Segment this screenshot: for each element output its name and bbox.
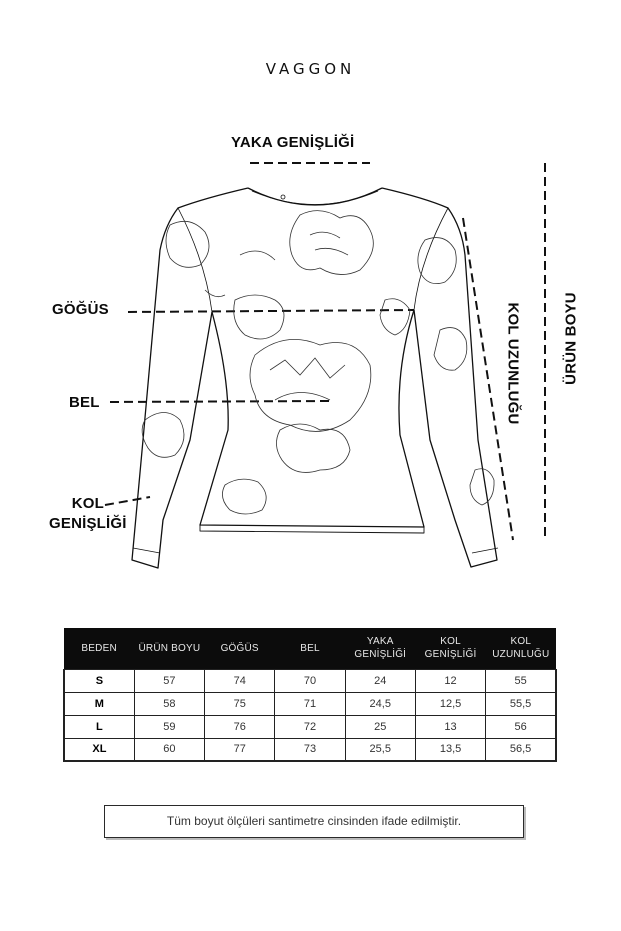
header-text-line2: UZUNLUĞU — [492, 649, 550, 661]
cell: 24,5 — [345, 692, 415, 715]
table-row — [64, 669, 556, 692]
units-note: Tüm boyut ölçüleri santimetre cinsinden ifade edilmiştir. — [104, 805, 524, 838]
bel-measure-line — [110, 401, 330, 402]
label-bel: BEL — [69, 394, 100, 411]
header-text: BEDEN — [81, 642, 117, 654]
cell: 55 — [486, 669, 556, 692]
cell: 12,5 — [415, 692, 485, 715]
label-yaka-genisligi: YAKA GENİŞLİĞİ — [231, 134, 355, 151]
size-chart-table — [63, 628, 557, 762]
cell: 13,5 — [415, 738, 485, 761]
cell: 55,5 — [486, 692, 556, 715]
cell: 76 — [205, 715, 275, 738]
cell: 25,5 — [345, 738, 415, 761]
header-text-line1: YAKA — [366, 636, 394, 648]
header-text: GÖĞÜS — [220, 642, 259, 654]
cell: 25 — [345, 715, 415, 738]
cell: 59 — [134, 715, 204, 738]
cell: 60 — [134, 738, 204, 761]
label-urun-boyu: ÜRÜN BOYU — [562, 292, 580, 385]
table-row — [64, 715, 556, 738]
table-row — [64, 738, 556, 761]
cell: 72 — [275, 715, 345, 738]
label-gogus: GÖĞÜS — [52, 301, 109, 318]
header-urun-boyu — [134, 628, 204, 669]
header-text: BEL — [300, 642, 320, 654]
header-yaka-genisligi — [345, 628, 415, 669]
header-beden — [64, 628, 134, 669]
cell: 12 — [415, 669, 485, 692]
cell: 74 — [205, 669, 275, 692]
header-text-line1: KOL — [440, 636, 461, 648]
header-text-line1: KOL — [510, 636, 532, 648]
cell: 57 — [134, 669, 204, 692]
header-kol-uzunlugu — [486, 628, 556, 669]
cell: 70 — [275, 669, 345, 692]
cell: 56 — [486, 715, 556, 738]
header-text-line2: GENİŞLİĞİ — [354, 649, 407, 661]
cell: 71 — [275, 692, 345, 715]
gogus-measure-line — [128, 310, 414, 312]
header-kol-genisligi — [415, 628, 485, 669]
cell-size: L — [64, 715, 134, 738]
label-kol-uzunlugu: KOL UZUNLUĞU — [504, 302, 522, 425]
cell-size: M — [64, 692, 134, 715]
table-header-row — [64, 628, 556, 669]
cell-size: XL — [64, 738, 134, 761]
cell: 56,5 — [486, 738, 556, 761]
cell-size: S — [64, 669, 134, 692]
header-gogus — [205, 628, 275, 669]
label-kol-genisligi-line1: KOL — [71, 495, 104, 512]
header-bel — [275, 628, 345, 669]
cell: 77 — [205, 738, 275, 761]
header-text: ÜRÜN BOYU — [138, 642, 201, 654]
cell: 13 — [415, 715, 485, 738]
cell: 73 — [275, 738, 345, 761]
cell: 24 — [345, 669, 415, 692]
brand-logo: VAGGON — [265, 60, 356, 78]
label-kol-genisligi-line2: GENİŞLİĞİ — [49, 515, 127, 532]
cell: 58 — [134, 692, 204, 715]
table-row — [64, 692, 556, 715]
header-text-line2: GENİŞLİĞİ — [424, 649, 477, 661]
kol-genisligi-measure-line — [105, 497, 150, 505]
cell: 75 — [205, 692, 275, 715]
